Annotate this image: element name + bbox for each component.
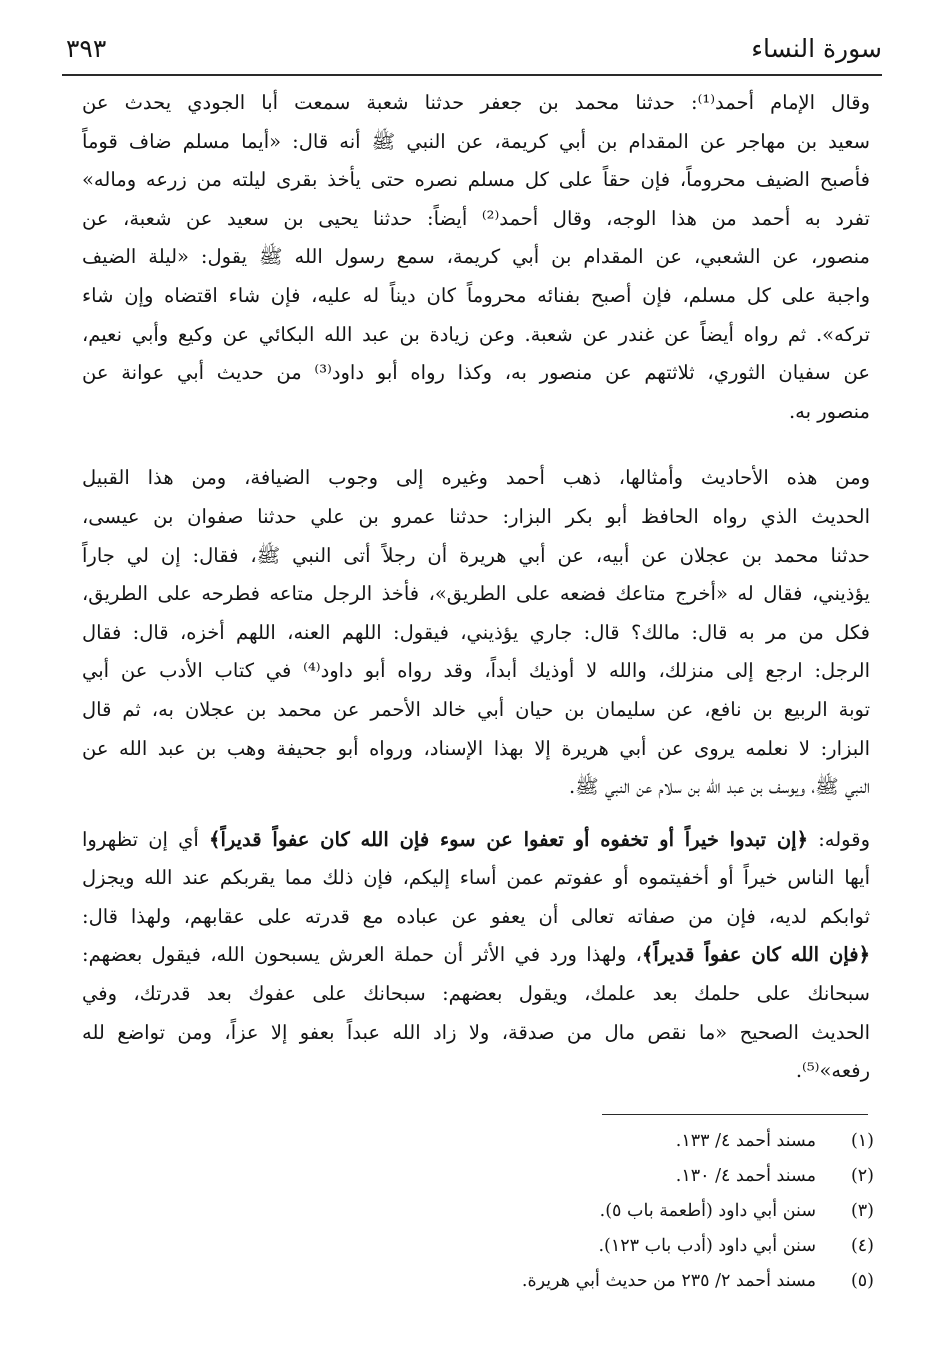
text-line: الحديث الصحيح «ما نقص مال من صدقة، ولا زاد الله عبداً بعفو إلا عزاً، ومن تواضع لله — [82, 1020, 870, 1044]
footnote — [444, 1159, 874, 1194]
text-line: سبحانك على حلمك بعد علمك، ويقول بعضهم: سبحانك على عفوك بعد قدرتك، وفي — [82, 982, 870, 1006]
footnote — [444, 1229, 874, 1264]
line-prefix: وقوله: — [808, 827, 870, 851]
paragraph-2 — [82, 459, 870, 806]
text-line: الحديث الذي رواه الحافظ أبو بكر البزار: حدثنا عمرو بن علي حدثنا صفوان بن عيسى، — [82, 504, 870, 528]
text-line: منصور به. — [788, 399, 870, 423]
text-line — [82, 936, 870, 975]
line-suffix: أي إن تظهروا — [82, 827, 210, 851]
body-text — [82, 84, 870, 1091]
text-line: النبي ﷺ، ويوسف بن عبد الله بن سلام عن النبي ﷺ. — [568, 775, 870, 799]
footnote — [444, 1264, 874, 1299]
text-line: سعيد بن مهاجر عن المقدام بن أبي كريمة، عن النبي ﷺ أنه قال: «أيما مسلم ضاف قوماً — [82, 129, 870, 153]
text-line: عن سفيان الثوري، ثلاثتهم عن منصور به، وكذا رواه أبو داود⁽³⁾ من حديث أبي عوانة عن — [82, 361, 870, 385]
footnote — [444, 1124, 874, 1159]
paragraph-3 — [82, 821, 870, 1091]
footnote-text: سنن أبي داود (أدب باب ١٢٣). — [598, 1236, 816, 1256]
footnote-number: (٥) — [850, 1271, 874, 1291]
footnote-text: سنن أبي داود (أطعمة باب ٥). — [599, 1201, 816, 1221]
footnote-text: مسند أحمد ٤/ ١٣٣. — [675, 1131, 816, 1151]
text-line: أيها الناس خيراً أو أخفيتموه أو عفوتم عمن أساء إليكم، فإن ذلك مما يقربكم عند الله ويجزل — [82, 866, 870, 890]
text-line: فكل من مر به قال: مالك؟ قال: جاري يؤذيني، فيقول: اللهم العنه، اللهم أخزه، قال: فقال — [82, 620, 870, 644]
paragraph-gap — [82, 431, 870, 459]
quran-verse: ﴿إن تبدوا خيراً أو تخفوه أو تعفوا عن سوء فإن الله كان عفواً قديراً﴾ — [209, 827, 809, 851]
footnotes — [444, 1124, 874, 1299]
text-line: فأصبح الضيف محروماً، فإن حقاً على كل مسلم نصره حتى يأخذ بقرى ليلته من زرعه وماله» — [82, 168, 870, 192]
text-line: ومن هذه الأحاديث وأمثالها، ذهب أحمد وغيره إلى وجوب الضيافة، ومن هذا القبيل — [82, 466, 870, 490]
line-suffix: ، ولهذا ورد في الأثر أن حملة العرش يسبحون الله، فيقول بعضهم: — [82, 943, 642, 967]
quran-verse: ﴿فإن الله كان عفواً قديراً﴾ — [641, 943, 870, 967]
footnote — [444, 1194, 874, 1229]
text-line: وقال الإمام أحمد⁽¹⁾: حدثنا محمد بن جعفر حدثنا شعبة سمعت أبا الجودي يحدث عن — [82, 91, 871, 114]
footnote-text: مسند أحمد ٤/ ١٣٠. — [675, 1166, 816, 1186]
text-line: حدثنا محمد بن عجلان عن أبيه، عن أبي هريرة أن رجلاً أتى النبي ﷺ، فقال: إن لي جاراً — [82, 543, 870, 567]
footnote-number: (٤) — [850, 1236, 874, 1256]
footnote-number: (١) — [850, 1131, 874, 1151]
paragraph-gap — [82, 807, 870, 821]
paragraph-1 — [82, 84, 870, 431]
page-number: ٣٩٣ — [66, 34, 107, 63]
text-line: رفعه»⁽⁵⁾. — [795, 1059, 870, 1083]
text-line: ثوابكم لديه، فإن من صفاته تعالى أن يعفو عن عباده مع قدرته على عقابهم، ولهذا قال: — [82, 904, 870, 928]
text-line — [82, 821, 870, 860]
text-line: واجبة على كل مسلم، فإن أصبح بفنائه محروماً كان ديناً له عليه، فإن شاء اقتضاه وإن شاء — [82, 283, 870, 307]
footnote-number: (٢) — [850, 1166, 874, 1186]
footnote-divider — [602, 1114, 868, 1115]
text-line: البزار: لا نعلمه يروى عن أبي هريرة إلا بهذا الإسناد، ورواه أبو جحيفة وهب بن عبد الله عن — [82, 736, 870, 760]
footnote-number: (٣) — [850, 1201, 874, 1221]
text-line: يؤذيني، فقال له «أخرج متاعك فضعه على الطريق»، فأخذ الرجل متاعه فطرحه على الطريق، — [82, 582, 870, 606]
text-line: تفرد به أحمد من هذا الوجه، وقال أحمد⁽²⁾ أيضاً: حدثنا يحيى بن سعيد عن شعبة، عن — [82, 206, 870, 230]
text-line: توبة الربيع بن نافع، عن سليمان بن حيان أبي خالد الأحمر عن محمد بن عجلان به، ثم قال — [82, 697, 870, 721]
footnote-text: مسند أحمد ٢/ ٢٣٥ من حديث أبي هريرة. — [521, 1271, 816, 1291]
surah-title: سورة النساء — [751, 34, 882, 63]
page-header — [62, 30, 882, 76]
text-line: تركه». ثم رواه أيضاً عن غندر عن شعبة. وعن زيادة بن عبد الله البكائي عن وكيع وأبي نعيم، — [82, 322, 870, 346]
text-line: منصور، عن الشعبي، عن المقدام بن أبي كريمة، سمع رسول الله ﷺ يقول: «ليلة الضيف — [82, 245, 870, 269]
text-line: الرجل: ارجع إلى منزلك، والله لا أوذيك أبداً، وقد رواه أبو داود⁽⁴⁾ في كتاب الأدب عن أبي — [82, 659, 870, 683]
